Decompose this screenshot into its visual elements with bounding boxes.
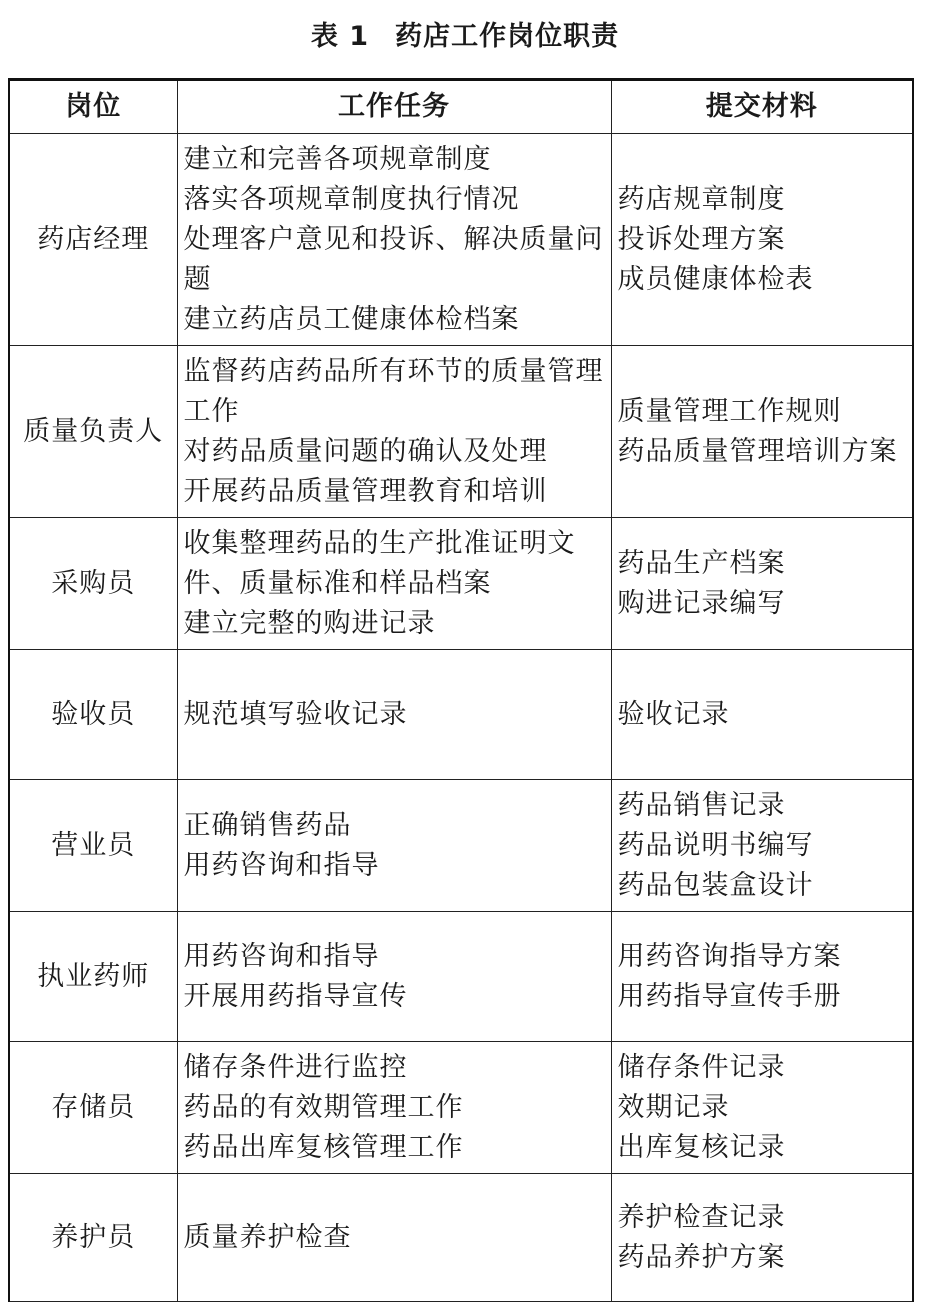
position-cell: 营业员 [9,780,177,912]
task-item: 建立完整的购进记录 [183,607,436,639]
table-row [9,346,913,518]
table-number: 表 1 [310,21,370,52]
material-item: 药品包装盒设计 [617,869,814,901]
material-item: 药品质量管理培训方案 [617,435,898,467]
table-row [9,1174,913,1302]
tasks-cell [177,912,611,1042]
tasks-cell [177,518,611,650]
task-item: 储存条件进行监控 [183,1051,408,1083]
task-item: 用药咨询和指导 [183,849,380,881]
task-item: 对药品质量问题的确认及处理 [183,435,548,467]
tasks-cell [177,1042,611,1174]
tasks-cell [177,650,611,780]
position-cell: 存储员 [9,1042,177,1174]
material-item: 药品说明书编写 [617,829,814,861]
position-cell: 执业药师 [9,912,177,1042]
material-item: 质量管理工作规则 [617,395,842,427]
material-item: 用药指导宣传手册 [617,980,842,1012]
task-item: 用药咨询和指导 [183,940,380,972]
materials-cell [611,518,913,650]
table-row [9,1042,913,1174]
table-title: 药店工作岗位职责 [395,21,620,52]
materials-cell [611,650,913,780]
tasks-cell [177,1174,611,1302]
table-row [9,912,913,1042]
table-row [9,650,913,780]
material-item: 药品养护方案 [617,1241,786,1273]
task-item: 药品出库复核管理工作 [183,1131,464,1163]
task-item: 落实各项规章制度执行情况 [183,183,520,215]
tasks-cell [177,780,611,912]
table-row [9,134,913,346]
table-row [9,780,913,912]
material-item: 验收记录 [617,698,730,730]
tasks-cell [177,346,611,518]
task-item: 开展药品质量管理教育和培训 [183,475,548,507]
duties-table [8,78,914,1302]
table-caption [0,12,930,62]
position-cell: 采购员 [9,518,177,650]
task-item: 收集整理药品的生产批准证明文件、质量标准和样品档案 [183,527,576,599]
table-row [9,518,913,650]
task-item: 规范填写验收记录 [183,698,408,730]
header-position: 岗位 [9,80,177,134]
material-item: 药店规章制度 [617,183,786,215]
header-row [9,80,913,134]
task-item: 开展用药指导宣传 [183,980,408,1012]
tasks-cell [177,134,611,346]
material-item: 药品生产档案 [617,547,786,579]
task-item: 处理客户意见和投诉、解决质量问题 [183,223,604,295]
position-cell: 验收员 [9,650,177,780]
task-item: 正确销售药品 [183,809,352,841]
materials-cell [611,912,913,1042]
task-item: 建立药店员工健康体检档案 [183,303,520,335]
materials-cell [611,1042,913,1174]
position-cell: 质量负责人 [9,346,177,518]
header-tasks: 工作任务 [177,80,611,134]
material-item: 投诉处理方案 [617,223,786,255]
position-cell: 药店经理 [9,134,177,346]
materials-cell [611,780,913,912]
task-item: 建立和完善各项规章制度 [183,143,492,175]
material-item: 购进记录编写 [617,587,786,619]
header-materials: 提交材料 [611,80,913,134]
material-item: 效期记录 [617,1091,730,1123]
material-item: 出库复核记录 [617,1131,786,1163]
material-item: 成员健康体检表 [617,263,814,295]
materials-cell [611,134,913,346]
material-item: 养护检查记录 [617,1201,786,1233]
task-item: 监督药店药品所有环节的质量管理工作 [183,355,604,427]
materials-cell [611,1174,913,1302]
materials-cell [611,346,913,518]
material-item: 储存条件记录 [617,1051,786,1083]
position-cell: 养护员 [9,1174,177,1302]
task-item: 质量养护检查 [183,1221,352,1253]
material-item: 用药咨询指导方案 [617,940,842,972]
task-item: 药品的有效期管理工作 [183,1091,464,1123]
material-item: 药品销售记录 [617,789,786,821]
